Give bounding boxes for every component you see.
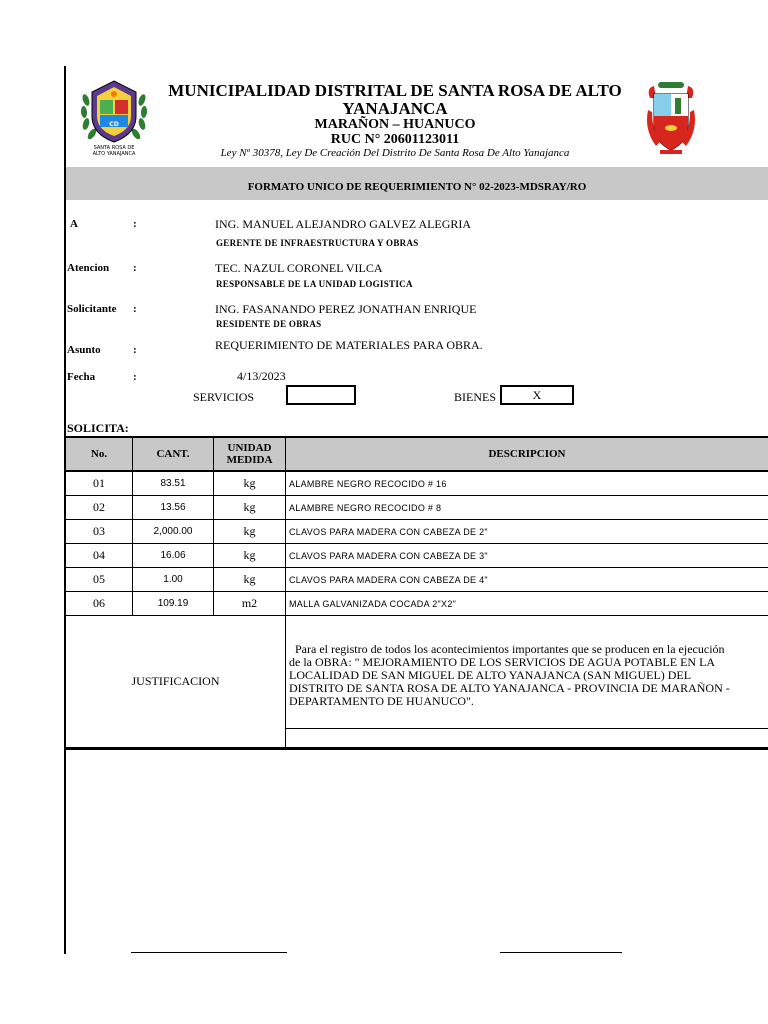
table-row [66,520,768,544]
field-asunto-label: Asunto [67,344,101,356]
signature-line-left [131,952,287,953]
table-header-row [66,437,768,471]
cell-desc: CLAVOS PARA MADERA CON CABEZA DE 4" [286,568,768,592]
field-a-label: A [70,218,78,230]
header-unidad: UNIDAD MEDIDA [214,437,286,471]
signature-line-right [500,952,622,953]
municipality-name: MUNICIPALIDAD DISTRITAL DE SANTA ROSA DE ALTO YANAJANCA [168,81,622,118]
header-cant: CANT. [133,437,214,471]
cell-desc: CLAVOS PARA MADERA CON CABEZA DE 3" [286,544,768,568]
table-row [66,544,768,568]
field-asunto-colon: : [133,344,137,356]
national-coat-of-arms [646,80,696,156]
cell-cant: 83.51 [133,471,214,496]
field-atencion-colon: : [133,262,137,274]
solicita-label: SOLICITA: [67,421,129,435]
field-a-value: ING. MANUEL ALEJANDRO GALVEZ ALEGRIA [215,217,472,231]
cell-cant: 13.56 [133,496,214,520]
header-no: No. [66,437,133,471]
table-row [66,471,768,496]
field-fecha-value: 4/13/2023 [237,369,286,383]
cell-desc: MALLA GALVANIZADA COCADA 2"X2" [286,592,768,616]
field-atencion-subtitle: RESPONSABLE DE LA UNIDAD LOGISTICA [216,279,413,289]
cell-cant: 16.06 [133,544,214,568]
document-title: FORMATO UNICO DE REQUERIMIENTO N° 02-2023-MDSRAY/RO [247,181,587,193]
field-solicitante-colon: : [133,303,137,315]
region-title: MARAÑON – HUANUCO [314,117,476,132]
justification-cell [286,616,768,749]
field-a-subtitle: GERENTE DE INFRAESTRUCTURA Y OBRAS [216,238,419,248]
bienes-label: BIENES [454,390,496,404]
cell-unit: m2 [214,592,286,616]
justification-text: Para el registro de todos los acontecimientos importantes que se producen en la ejecución de la OBRA: " MEJORAMIENTO DE LOS SERVICIOS DE AGUA POTABLE EN LA LOCALIDAD DE SAN MIGUEL DE ALTO YANAJANCA (SAN MIGUEL) DEL DISTRITO DE SANTA ROSA DE ALTO YANAJANCA - PROVINCIA DE MARAÑON - DEPARTAMENTO DE HUANUCO". [289,642,730,708]
cell-desc: CLAVOS PARA MADERA CON CABEZA DE 2" [286,520,768,544]
cell-unit: kg [214,496,286,520]
servicios-checkbox[interactable] [286,385,356,405]
requirements-table [65,436,768,750]
field-asunto-value: REQUERIMIENTO DE MATERIALES PARA OBRA. [215,338,483,352]
svg-text:CD: CD [109,121,119,128]
cell-no: 02 [66,496,133,520]
svg-text:SANTA ROSA DE: SANTA ROSA DE [93,145,135,151]
justification-label: JUSTIFICACION [66,616,286,749]
field-a-colon: : [133,218,137,230]
cell-no: 01 [66,471,133,496]
field-fecha-colon: : [133,371,137,383]
cell-no: 06 [66,592,133,616]
field-solicitante-label: Solicitante [67,303,117,315]
table-row [66,496,768,520]
cell-unit: kg [214,568,286,592]
cell-cant: 1.00 [133,568,214,592]
field-solicitante-value: ING. FASANANDO PEREZ JONATHAN ENRIQUE [215,302,477,316]
table-row [66,568,768,592]
cell-desc: ALAMBRE NEGRO RECOCIDO # 8 [286,496,768,520]
cell-no: 04 [66,544,133,568]
field-fecha-label: Fecha [67,371,96,383]
servicios-label: SERVICIOS [193,390,255,404]
cell-unit: kg [214,471,286,496]
ruc-number: RUC N° 20601123011 [330,132,460,147]
municipal-logo [78,78,150,156]
cell-cant: 109.19 [133,592,214,616]
cell-desc: ALAMBRE NEGRO RECOCIDO # 16 [286,471,768,496]
cell-no: 03 [66,520,133,544]
cell-unit: kg [214,520,286,544]
justification-row [66,616,768,749]
table-row [66,592,768,616]
field-atencion-value: TEC. NAZUL CORONEL VILCA [215,261,383,275]
field-solicitante-subtitle: RESIDENTE DE OBRAS [216,319,322,329]
cell-cant: 2,000.00 [133,520,214,544]
bienes-checkbox[interactable]: X [500,385,574,405]
field-atencion-label: Atencion [67,262,110,274]
cell-unit: kg [214,544,286,568]
justification-divider [286,728,768,729]
header-descripcion: DESCRIPCION [286,437,768,471]
svg-text:ALTO YANAJANCA: ALTO YANAJANCA [92,151,136,156]
cell-no: 05 [66,568,133,592]
law-subtitle: Ley Nº 30378, Ley De Creación Del Distrito De Santa Rosa De Alto Yanajanca [220,147,570,159]
